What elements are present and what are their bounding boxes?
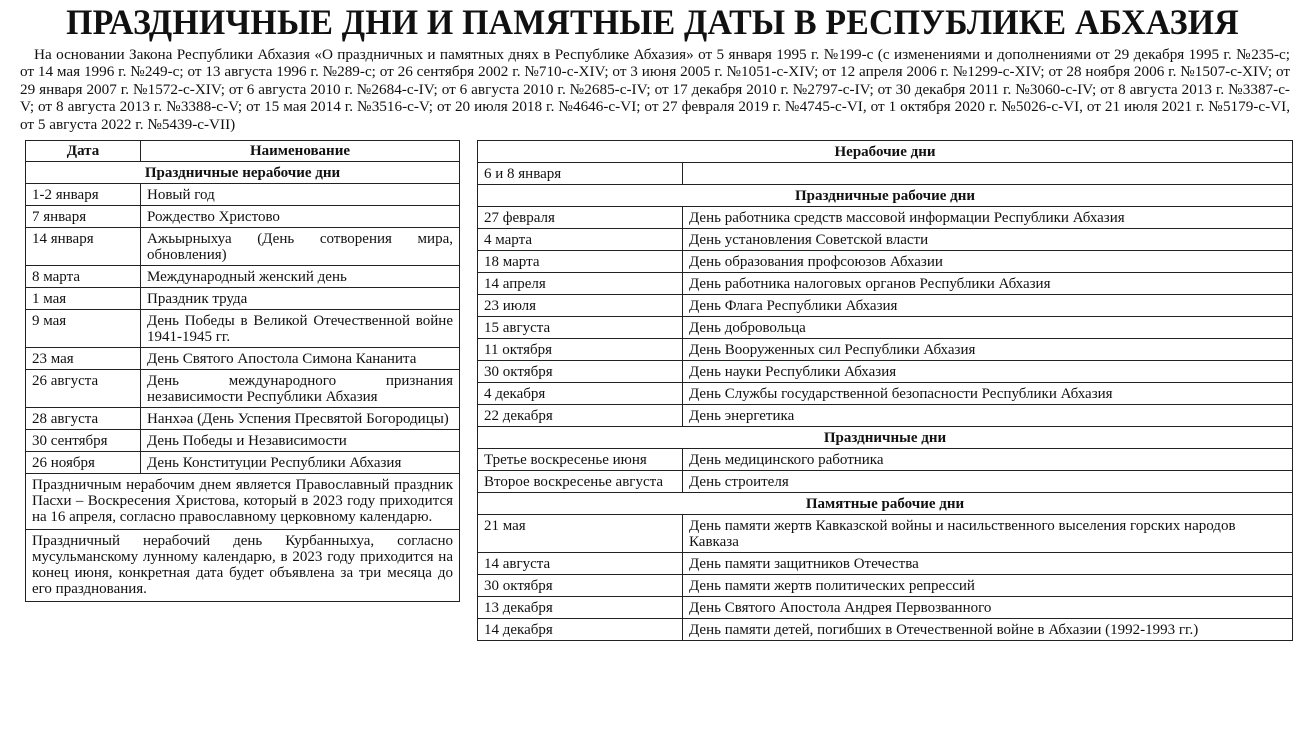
date-cell: 26 ноября — [26, 452, 141, 474]
left-table-header — [26, 141, 460, 162]
table-row — [478, 207, 1293, 229]
note-text: Праздничный нерабочий день Курбанныхуа, согласно мусульманскому лунному календарю, в 2023 году приходится на конец июня, конкретная дата будет объявлена за три месяца до его празднования. — [26, 530, 460, 602]
table-row — [478, 471, 1293, 493]
note-row — [26, 530, 460, 602]
name-cell: День Конституции Республики Абхазия — [141, 452, 460, 474]
col-name-header: Наименование — [141, 141, 460, 162]
table-row — [478, 449, 1293, 471]
name-cell: День установления Советской власти — [683, 229, 1293, 251]
table-row — [478, 619, 1293, 641]
table-row — [478, 575, 1293, 597]
section-title: Праздничные дни — [478, 427, 1293, 449]
table-row — [478, 229, 1293, 251]
date-cell: 14 декабря — [478, 619, 683, 641]
name-cell: День энергетика — [683, 405, 1293, 427]
date-cell: 14 августа — [478, 553, 683, 575]
date-cell: 22 декабря — [478, 405, 683, 427]
section-title: Праздничные нерабочие дни — [26, 162, 460, 184]
date-cell: 21 мая — [478, 515, 683, 553]
name-cell: День памяти защитников Отечества — [683, 553, 1293, 575]
table-row — [478, 295, 1293, 317]
table-row — [26, 310, 460, 348]
note-text: Праздничным нерабочим днем является Православный праздник Пасхи – Воскресения Христова, который в 2023 году приходится на 16 апреля, согласно православному церковному календарю. — [26, 474, 460, 530]
table-row — [26, 228, 460, 266]
table-row — [26, 408, 460, 430]
section-row — [478, 427, 1293, 449]
table-row — [26, 184, 460, 206]
date-cell: 26 августа — [26, 370, 141, 408]
name-cell: Новый год — [141, 184, 460, 206]
name-cell: Нанхәа (День Успения Пресвятой Богородицы) — [141, 408, 460, 430]
name-cell: День добровольца — [683, 317, 1293, 339]
name-cell: День строителя — [683, 471, 1293, 493]
date-cell: 9 мая — [26, 310, 141, 348]
name-cell: Рождество Христово — [141, 206, 460, 228]
date-cell: 14 января — [26, 228, 141, 266]
table-row — [26, 370, 460, 408]
date-cell: 6 и 8 января — [478, 163, 683, 185]
date-cell: 4 марта — [478, 229, 683, 251]
date-cell: 15 августа — [478, 317, 683, 339]
table-row — [478, 553, 1293, 575]
table-row — [26, 348, 460, 370]
table-row — [26, 430, 460, 452]
name-cell: День Победы и Независимости — [141, 430, 460, 452]
name-cell: День медицинского работника — [683, 449, 1293, 471]
date-cell: 23 июля — [478, 295, 683, 317]
note-row — [26, 474, 460, 530]
date-cell: 14 апреля — [478, 273, 683, 295]
section-title: Памятные рабочие дни — [478, 493, 1293, 515]
table-row — [478, 515, 1293, 553]
name-cell: День Флага Республики Абхазия — [683, 295, 1293, 317]
table-row — [478, 163, 1293, 185]
name-cell: Международный женский день — [141, 266, 460, 288]
date-cell: 4 декабря — [478, 383, 683, 405]
table-row — [26, 206, 460, 228]
table-row — [478, 383, 1293, 405]
date-cell: 1-2 января — [26, 184, 141, 206]
date-cell: Второе воскресенье августа — [478, 471, 683, 493]
table-row — [478, 405, 1293, 427]
table-row — [478, 597, 1293, 619]
date-cell: 30 октября — [478, 361, 683, 383]
name-cell: День Вооруженных сил Республики Абхазия — [683, 339, 1293, 361]
section-row — [478, 185, 1293, 207]
name-cell: День Победы в Великой Отечественной войне 1941-1945 гг. — [141, 310, 460, 348]
date-cell: 13 декабря — [478, 597, 683, 619]
table-row — [478, 251, 1293, 273]
section-row — [478, 141, 1293, 163]
section-title: Нерабочие дни — [478, 141, 1293, 163]
name-cell: День памяти детей, погибших в Отечественной войне в Абхазии (1992-1993 гг.) — [683, 619, 1293, 641]
table-row — [478, 361, 1293, 383]
table-row — [478, 273, 1293, 295]
table-row — [26, 288, 460, 310]
right-table — [477, 140, 1293, 641]
intro-paragraph: На основании Закона Республики Абхазия «О праздничных и памятных днях в Республике Абхазия» от 5 января 1995 г. №199-с (с изменениями и дополнениями от 29 декабря 1995 г. №235-с; от 14 мая 1996 г. №249-с; от 13 августа 1996 г. №289-с; от 26 сентября 2002 г. №710-с-XIV; от 3 июня 2005 г. №1051-с-XIV; от 12 апреля 2006 г. №1299-с-XIV; от 28 ноября 2006 г. №1507-с-XIV; от 29 января 2007 г. №1572-с-XIV; от 6 августа 2010 г. №2684-с-IV; от 6 августа 2010 г. №2685-с-IV; от 17 декабря 2010 г. №2797-с-IV; от 30 декабря 2011 г. №3060-с-IV; от 8 августа 2013 г. №3387-с-V; от 8 августа 2013 г. №3388-с-V; от 15 мая 2014 г. №3516-с-V; от 20 июля 2018 г. №4646-с-VI; от 27 февраля 2019 г. №4745-с-VI, от 1 октября 2020 г. №5026-с-VI, от 21 июля 2021 г. №5179-с-VI, от 5 августа 2022 г. №5439-с-VII) — [20, 46, 1290, 133]
section-title: Праздничные рабочие дни — [478, 185, 1293, 207]
name-cell: День Святого Апостола Симона Кананита — [141, 348, 460, 370]
name-cell: День образования профсоюзов Абхазии — [683, 251, 1293, 273]
col-date-header: Дата — [26, 141, 141, 162]
name-cell: День международного признания независимости Республики Абхазия — [141, 370, 460, 408]
date-cell: 23 мая — [26, 348, 141, 370]
date-cell: 28 августа — [26, 408, 141, 430]
name-cell: Праздник труда — [141, 288, 460, 310]
date-cell: 30 октября — [478, 575, 683, 597]
name-cell — [683, 163, 1293, 185]
table-row — [26, 452, 460, 474]
date-cell: 27 февраля — [478, 207, 683, 229]
table-row — [26, 266, 460, 288]
date-cell: 1 мая — [26, 288, 141, 310]
table-row — [478, 339, 1293, 361]
name-cell: День памяти жертв политических репрессий — [683, 575, 1293, 597]
name-cell: День памяти жертв Кавказской войны и насильственного выселения горских народов Кавказа — [683, 515, 1293, 553]
name-cell: День Святого Апостола Андрея Первозванного — [683, 597, 1293, 619]
page-title: ПРАЗДНИЧНЫЕ ДНИ И ПАМЯТНЫЕ ДАТЫ В РЕСПУБЛИКЕ АБХАЗИЯ — [66, 2, 1239, 42]
date-cell: 8 марта — [26, 266, 141, 288]
name-cell: Ажьырныхуа (День сотворения мира, обновления) — [141, 228, 460, 266]
name-cell: День работника средств массовой информации Республики Абхазия — [683, 207, 1293, 229]
date-cell: 18 марта — [478, 251, 683, 273]
name-cell: День работника налоговых органов Республики Абхазия — [683, 273, 1293, 295]
date-cell: 30 сентября — [26, 430, 141, 452]
left-section-row — [26, 162, 460, 184]
name-cell: День Службы государственной безопасности Республики Абхазия — [683, 383, 1293, 405]
date-cell: 11 октября — [478, 339, 683, 361]
section-row — [478, 493, 1293, 515]
name-cell: День науки Республики Абхазия — [683, 361, 1293, 383]
left-table — [25, 140, 460, 602]
date-cell: 7 января — [26, 206, 141, 228]
date-cell: Третье воскресенье июня — [478, 449, 683, 471]
table-row — [478, 317, 1293, 339]
